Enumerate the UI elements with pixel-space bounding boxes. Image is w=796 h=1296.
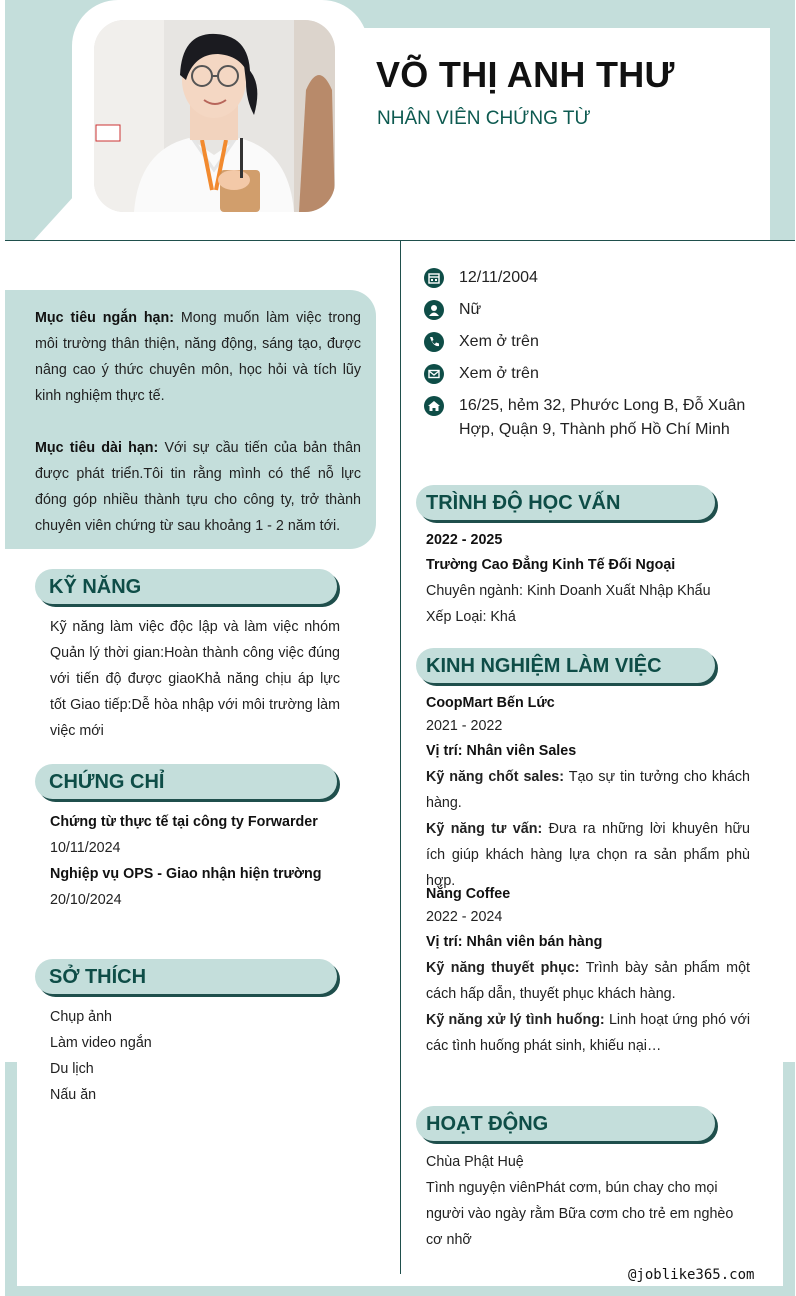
- contact-address: [424, 394, 764, 442]
- job-skill-text: Linh hoạt ứng phó với các tình huống phát sinh, khiếu nại…: [426, 1012, 751, 1054]
- activities-heading: HOẠT ĐỘNG: [416, 1106, 715, 1141]
- education-period: 2022 - 2025: [426, 532, 503, 548]
- job-company: CoopMart Bến Lức: [426, 695, 555, 711]
- birthday-value: 12/11/2004: [459, 269, 538, 286]
- long-term-objective: [35, 435, 361, 539]
- activity-place: Chùa Phật Huệ: [426, 1154, 524, 1170]
- certificates-heading: CHỨNG CHỈ: [35, 764, 337, 799]
- left-border-strip: [5, 1062, 17, 1296]
- job-position: Vị trí: Nhân viên Sales: [426, 743, 577, 759]
- calendar-icon: [424, 268, 444, 288]
- bottom-border-strip: [5, 1286, 795, 1296]
- photo-frame-corner: [34, 196, 74, 240]
- contact-birthday: [424, 266, 764, 290]
- job-skill-label: Kỹ năng xử lý tình huống:: [426, 1012, 605, 1028]
- hobby-item: Chụp ảnh: [50, 1009, 113, 1025]
- job-skill-text: Tạo sự tin tưởng cho khách hàng.: [426, 769, 750, 811]
- short-term-text: Mong muốn làm việc trong môi trường thân thiện, năng động, sáng tạo, được nâng cao ý thức chuyên môn, học hỏi và tích lũy kinh nghiệm thực tế.: [35, 310, 361, 404]
- short-term-label: Mục tiêu ngắn hạn:: [35, 310, 174, 326]
- certificates-list: [50, 809, 340, 913]
- career-objective: [5, 290, 376, 549]
- job-period: 2022 - 2024: [426, 909, 503, 925]
- hobbies-heading: SỞ THÍCH: [35, 959, 337, 994]
- certificate-date: 10/11/2024: [50, 840, 121, 856]
- job-period: 2021 - 2022: [426, 718, 503, 734]
- right-border-strip: [783, 1062, 795, 1296]
- job-title: NHÂN VIÊN CHỨNG TỪ: [377, 108, 591, 129]
- education-grade: Xếp Loại: Khá: [426, 609, 516, 625]
- job-skill: [426, 764, 750, 816]
- contact-gender: [424, 298, 764, 322]
- job-company: Nắng Coffee: [426, 886, 511, 902]
- home-icon: [424, 396, 444, 416]
- profile-photo: [94, 20, 335, 212]
- mail-icon: [424, 364, 444, 384]
- activity-description: Tình nguyện viênPhát cơm, bún chay cho mọi người vào ngày rằm Bữa cơm cho trẻ em nghèo cơ nhỡ: [426, 1180, 734, 1248]
- long-term-text: Với sự cầu tiến của bản thân được phát triển.Tôi tin rằng mình có thể nỗ lực đóng góp nhiều thành tựu cho công ty, trở thành chuyên viên chứng từ sau khoảng 1 - 2 năm tới.: [35, 440, 362, 534]
- certificate-name: Chứng từ thực tế tại công ty Forwarder: [50, 814, 318, 830]
- experience-heading: KINH NGHIỆM LÀM VIỆC: [416, 648, 715, 683]
- job-skill-label: Kỹ năng thuyết phục:: [426, 960, 580, 976]
- hobbies-list: [50, 1004, 340, 1108]
- address-value: 16/25, hẻm 32, Phước Long B, Đỗ Xuân Hợp, Quận 9, Thành phố Hồ Chí Minh: [459, 397, 746, 438]
- education-heading: TRÌNH ĐỘ HỌC VẤN: [416, 485, 715, 520]
- candidate-name: VÕ THỊ ANH THƯ: [376, 54, 675, 95]
- user-icon: [424, 300, 444, 320]
- site-watermark: @joblike365.com: [628, 1267, 755, 1283]
- contact-email: [424, 362, 764, 386]
- hobby-item: Nấu ăn: [50, 1087, 97, 1103]
- experience-job: [426, 692, 750, 894]
- job-skill-label: Kỹ năng tư vấn:: [426, 821, 543, 837]
- column-divider: [400, 241, 401, 1274]
- email-value: Xem ở trên: [459, 365, 539, 382]
- job-position: Vị trí: Nhân viên bán hàng: [426, 934, 603, 950]
- education-entry: [426, 529, 750, 630]
- hobby-item: Làm video ngắn: [50, 1035, 152, 1051]
- education-major: Chuyên ngành: Kinh Doanh Xuất Nhập Khẩu: [426, 583, 711, 599]
- hobby-item: Du lịch: [50, 1061, 94, 1077]
- skills-text: Kỹ năng làm việc độc lập và làm việc nhóm Quản lý thời gian:Hoàn thành công việc đúng với tiến độ được giaoKhả năng chịu áp lực tốt Giao tiếp:Dễ hòa nhập với môi trường làm việc mới: [50, 619, 340, 739]
- skills-heading: KỸ NĂNG: [35, 569, 337, 604]
- job-skill: [426, 1007, 750, 1059]
- job-skill-text: Trình bày sản phẩm một cách hấp dẫn, thuyết phục khách hàng.: [426, 960, 750, 1002]
- job-skill-label: Kỹ năng chốt sales:: [426, 769, 565, 785]
- job-skill: [426, 955, 750, 1007]
- education-school: Trường Cao Đẳng Kinh Tế Đối Ngoại: [426, 557, 676, 573]
- certificate-name: Nghiệp vụ OPS - Giao nhận hiện trường: [50, 866, 322, 882]
- activities-entry: [426, 1149, 750, 1253]
- phone-icon: [424, 332, 444, 352]
- phone-value: Xem ở trên: [459, 333, 539, 350]
- contact-phone: [424, 330, 764, 354]
- short-term-objective: [35, 305, 361, 409]
- experience-job: [426, 883, 750, 1059]
- certificate-date: 20/10/2024: [50, 892, 122, 908]
- long-term-label: Mục tiêu dài hạn:: [35, 440, 159, 456]
- job-skill-text: Đưa ra những lời khuyên hữu ích giúp khách hàng lựa chọn ra sản phẩm phù hợp.: [426, 821, 750, 889]
- gender-value: Nữ: [459, 301, 482, 318]
